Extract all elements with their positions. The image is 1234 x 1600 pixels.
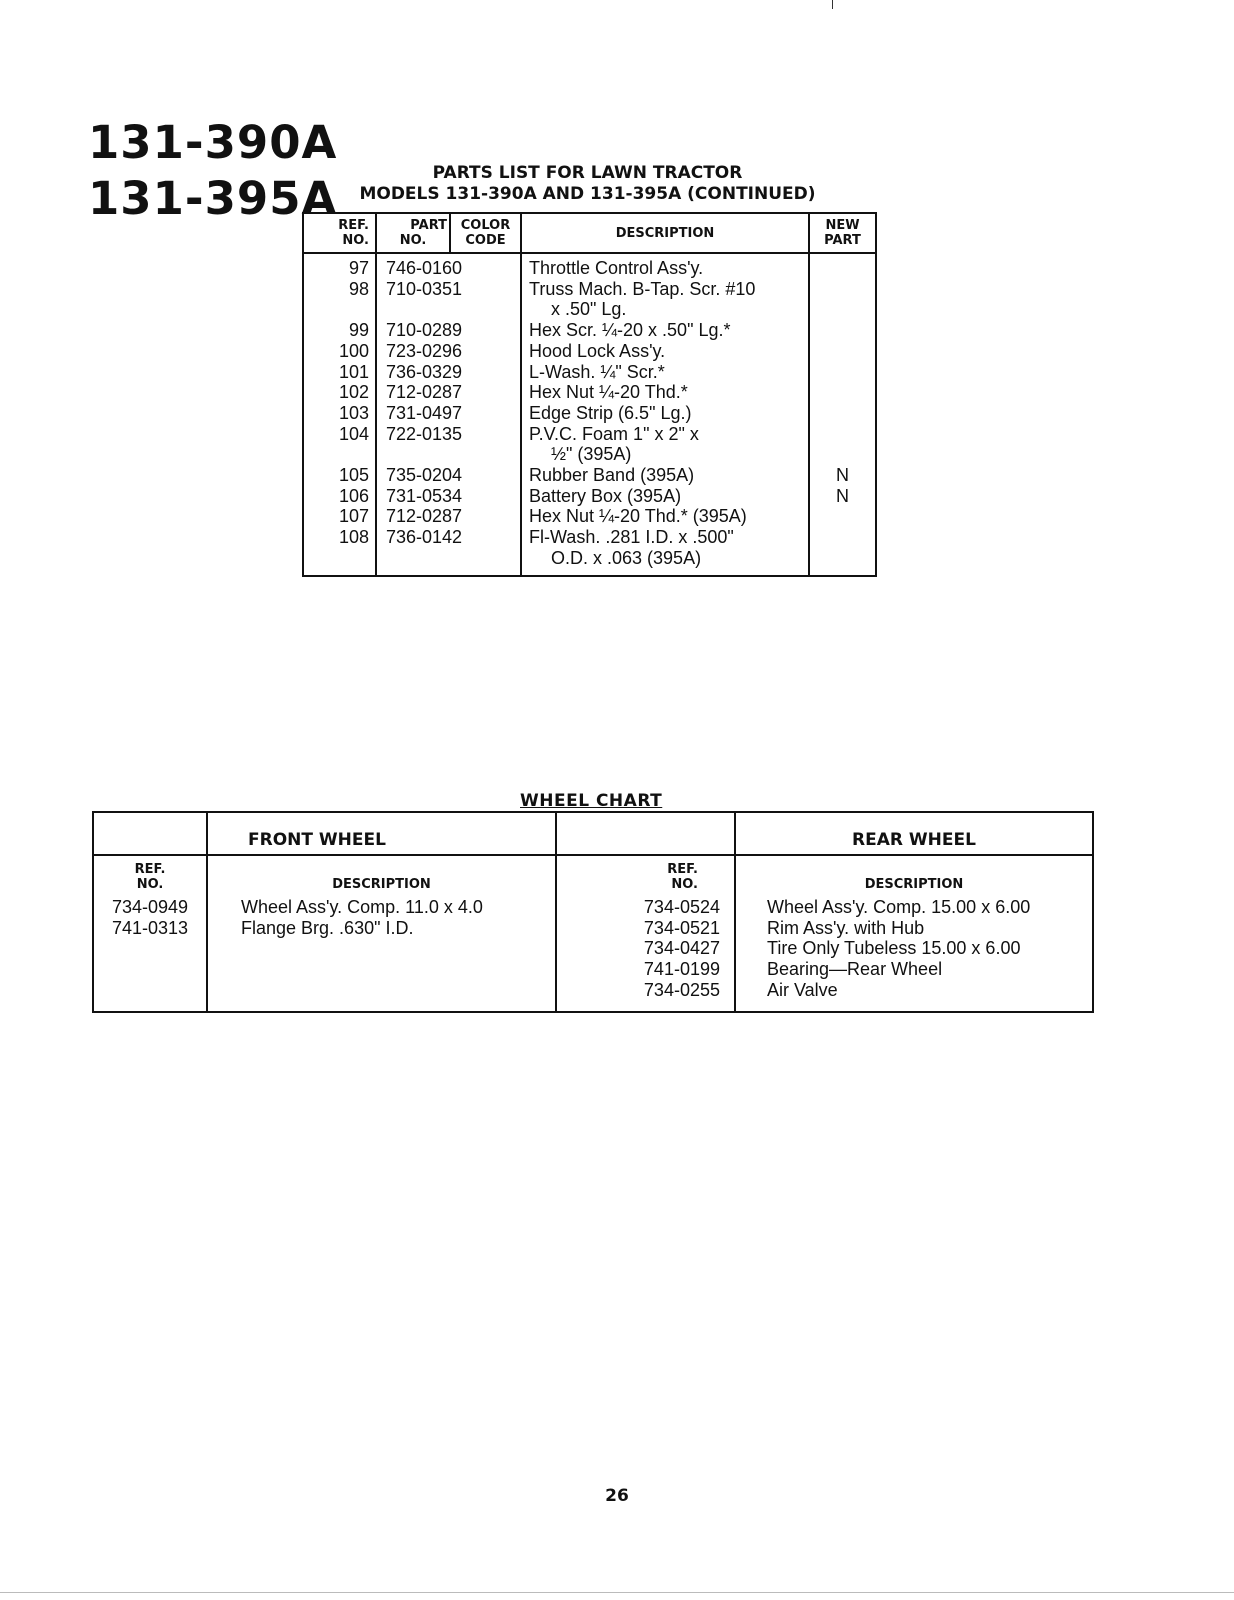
description: Battery Box (395A) [521, 486, 809, 507]
description: Hex Nut ¼-20 Thd.* (395A) [521, 506, 809, 527]
ref-no: 105 [303, 465, 376, 486]
description: Hex Scr. ¼-20 x .50" Lg.* [521, 320, 809, 341]
table-row [303, 403, 876, 424]
new-part [809, 320, 876, 341]
list-item: Wheel Ass'y. Comp. 11.0 x 4.0 [241, 897, 483, 917]
list-item: 741-0199 [643, 959, 720, 980]
description: Hood Lock Ass'y. [521, 341, 809, 362]
wheel-column-header [93, 855, 1093, 893]
front-ref-header: REF. NO. [93, 855, 207, 893]
ref-no: 103 [303, 403, 376, 424]
scan-mark [832, 0, 833, 9]
ref-no: 101 [303, 362, 376, 383]
parts-table [302, 212, 877, 577]
description: Truss Mach. B-Tap. Scr. #10 x .50" Lg. [521, 279, 809, 320]
list-item: Air Valve [767, 979, 838, 1000]
new-part [809, 341, 876, 362]
ref-no: 100 [303, 341, 376, 362]
model-number: 131-395A [88, 172, 338, 225]
table-row [303, 506, 876, 527]
ref-no-header: REF. NO. [303, 213, 376, 253]
heading-line: PARTS LIST FOR LAWN TRACTOR [432, 163, 743, 183]
part-no: 710-0351 [376, 279, 521, 320]
wheel-chart-table [92, 811, 1094, 1013]
table-row [303, 253, 876, 279]
part-no: 736-0142 [376, 527, 521, 575]
table-row [303, 362, 876, 383]
page-number: 26 [605, 1486, 629, 1506]
list-item: Wheel Ass'y. Comp. 15.00 x 6.00 [767, 897, 1031, 917]
new-part [809, 362, 876, 383]
rear-description-column [735, 893, 1093, 1012]
description: Edge Strip (6.5" Lg.) [521, 403, 809, 424]
table-row [303, 320, 876, 341]
front-description-column [207, 893, 556, 1012]
parts-table-header [303, 213, 876, 253]
description: P.V.C. Foam 1" x 2" x ½" (395A) [521, 424, 809, 465]
rear-ref-header: REF. NO. [556, 855, 735, 893]
list-item: Rim Ass'y. with Hub [767, 917, 925, 938]
ref-no: 98 [303, 279, 376, 320]
table-row [303, 341, 876, 362]
front-ref-column [93, 893, 207, 1012]
scan-edge [0, 1592, 1234, 1593]
ref-no: 107 [303, 506, 376, 527]
part-no: 712-0287 [376, 506, 521, 527]
new-part [809, 279, 876, 320]
part-no: 731-0497 [376, 403, 521, 424]
new-part [809, 424, 876, 465]
description-header: DESCRIPTION [521, 213, 809, 253]
list-item: 741-0313 [111, 917, 189, 938]
wheel-chart-body [93, 893, 1093, 1012]
table-row [303, 424, 876, 465]
ref-no: 108 [303, 527, 376, 575]
part-no: 731-0534 [376, 486, 521, 507]
list-item: Tire Only Tubeless 15.00 x 6.00 [767, 938, 1021, 959]
part-no-header: PART NO. [376, 213, 450, 253]
part-no: 722-0135 [376, 424, 521, 465]
table-row [303, 465, 876, 486]
color-code-header: COLOR CODE [450, 213, 521, 253]
new-part: N [809, 486, 876, 507]
part-no: 735-0204 [376, 465, 521, 486]
rear-ref-column [556, 893, 735, 1012]
part-no: 710-0289 [376, 320, 521, 341]
table-row [303, 527, 876, 575]
description: Throttle Control Ass'y. [521, 253, 809, 279]
list-item: 734-0521 [643, 917, 720, 938]
front-description-header: DESCRIPTION [207, 855, 556, 893]
wheel-chart-title: WHEEL CHART [520, 791, 663, 811]
ref-no: 104 [303, 424, 376, 465]
ref-no: 97 [303, 253, 376, 279]
table-row [303, 382, 876, 403]
new-part [809, 506, 876, 527]
new-part-header: NEW PART [809, 213, 876, 253]
new-part [809, 527, 876, 575]
ref-no: 99 [303, 320, 376, 341]
table-row [303, 486, 876, 507]
description: Fl-Wash. .281 I.D. x .500" O.D. x .063 (395A) [521, 527, 809, 575]
part-no: 746-0160 [376, 253, 521, 279]
new-part: N [809, 465, 876, 486]
table-row [303, 279, 876, 320]
list-item: Flange Brg. .630" I.D. [241, 917, 414, 938]
new-part [809, 382, 876, 403]
parts-list-heading [300, 163, 875, 205]
ref-no: 102 [303, 382, 376, 403]
list-item: Bearing—Rear Wheel [767, 959, 943, 980]
list-item: 734-0255 [643, 979, 720, 1000]
list-item: 734-0949 [111, 897, 189, 917]
model-number: 131-390A [88, 116, 338, 169]
list-item: 734-0524 [643, 897, 720, 917]
wheel-group-header [93, 812, 1093, 855]
ref-no: 106 [303, 486, 376, 507]
front-wheel-label: FRONT WHEEL [207, 812, 556, 855]
list-item: 734-0427 [643, 938, 720, 959]
new-part [809, 403, 876, 424]
part-no: 712-0287 [376, 382, 521, 403]
new-part [809, 253, 876, 279]
rear-description-header: DESCRIPTION [735, 855, 1093, 893]
description: Rubber Band (395A) [521, 465, 809, 486]
part-no: 723-0296 [376, 341, 521, 362]
rear-wheel-label: REAR WHEEL [735, 812, 1093, 855]
heading-line: MODELS 131-390A AND 131-395A (CONTINUED) [359, 184, 816, 204]
description: L-Wash. ¼" Scr.* [521, 362, 809, 383]
description: Hex Nut ¼-20 Thd.* [521, 382, 809, 403]
part-no: 736-0329 [376, 362, 521, 383]
